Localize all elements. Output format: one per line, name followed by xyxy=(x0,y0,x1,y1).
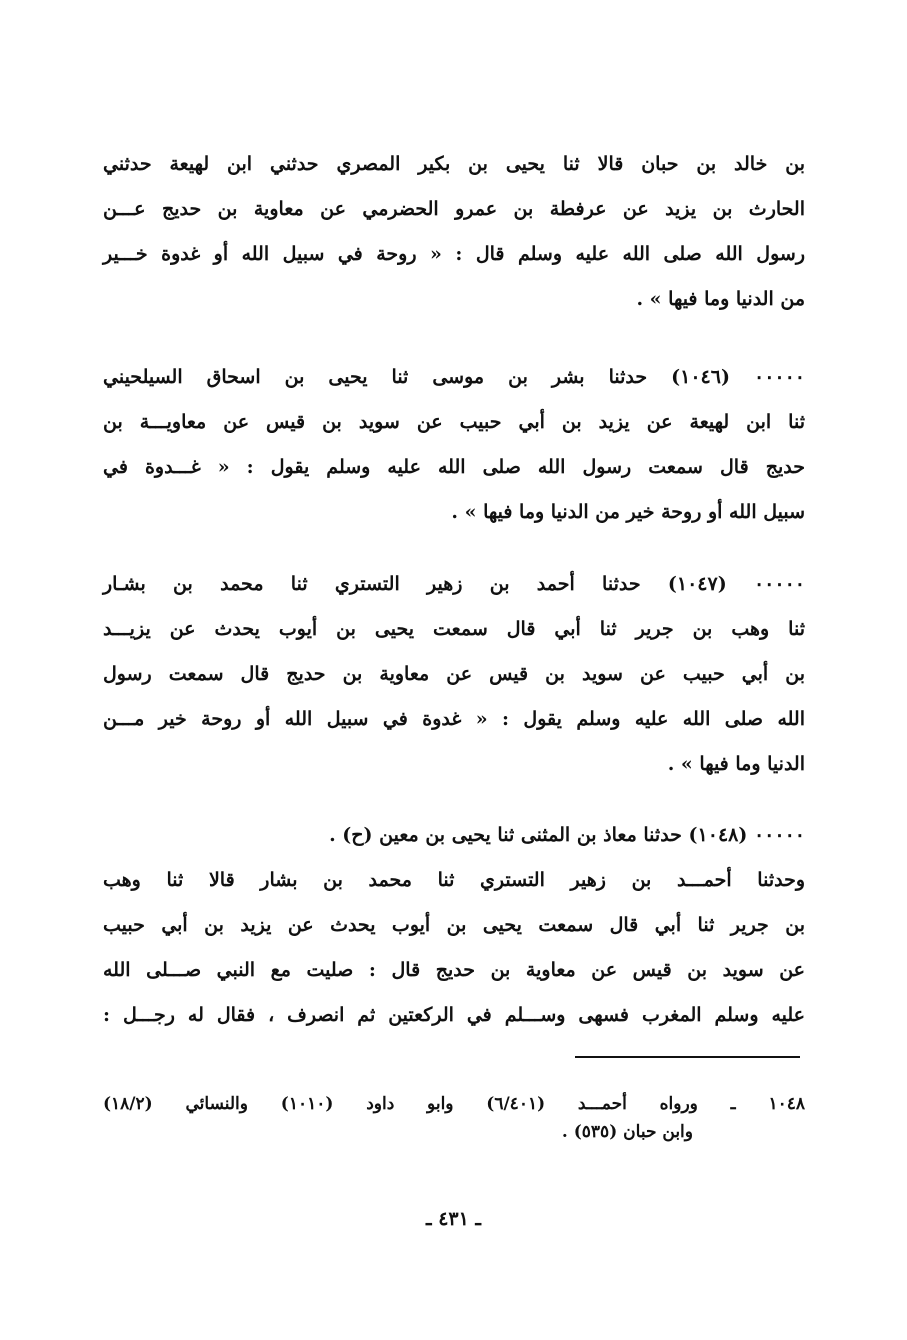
text-line: الحارث بن يزيد عن عرفطة بن عمرو الحضرمي عن معاوية بن حديج عـــن xyxy=(103,198,805,220)
hadith-paragraph-1046 xyxy=(103,355,805,535)
text-line: رسول الله صلى الله عليه وسلم قال : « روحة في سبيل الله أو غدوة خـــير xyxy=(103,243,805,265)
footnote xyxy=(103,1090,805,1146)
hadith-paragraph-1048 xyxy=(103,813,805,1038)
hadith-paragraph-1047 xyxy=(103,562,805,787)
footnote-divider xyxy=(575,1056,800,1058)
page-number: ـ ٤٣١ ـ xyxy=(426,1208,481,1230)
footnote-line: ١٠٤٨ ـ ورواه أحمـــد (٦/٤٠١) وابو داود (١٠١٠) والنسائي (١٨/٢) xyxy=(103,1094,805,1114)
hadith-paragraph-continuation xyxy=(103,142,805,322)
text-line: ٠٠٠٠٠ (١٠٤٧) حدثنا أحمد بن زهير التستري ثنا محمد بن بشـار xyxy=(103,573,805,595)
text-line: بن خالد بن حبان قالا ثنا يحيى بن بكير المصري حدثني ابن لهيعة حدثني xyxy=(103,153,805,175)
text-line: بن أبي حبيب عن سويد بن قيس عن معاوية بن حديج قال سمعت رسول xyxy=(103,663,805,685)
text-line: وحدثنا أحمـــد بن زهير التستري ثنا محمد بن بشار قالا ثنا وهب xyxy=(103,869,805,891)
text-line: ٠٠٠٠٠ (١٠٤٦) حدثنا بشر بن موسى ثنا يحيى بن اسحاق السيلحيني xyxy=(103,366,806,388)
text-line: الدنيا وما فيها » . xyxy=(667,753,805,775)
text-line: ثنا وهب بن جرير ثنا أبي قال سمعت يحيى بن أيوب يحدث عن يزيـــد xyxy=(103,618,805,640)
text-line: سبيل الله أو روحة خير من الدنيا وما فيها » . xyxy=(451,501,805,523)
footnote-line: وابن حبان (٥٣٥) . xyxy=(561,1122,693,1142)
text-line: من الدنيا وما فيها » . xyxy=(636,288,805,310)
text-line: عن سويد بن قيس عن معاوية بن حديج قال : صليت مع النبي صـــلى الله xyxy=(103,959,805,981)
text-line: عليه وسلم المغرب فسهى وســـلم في الركعتين ثم انصرف ، فقال له رجـــل : xyxy=(103,1004,805,1026)
text-line: بن جرير ثنا أبي قال سمعت يحيى بن أيوب يحدث عن يزيد بن أبي حبيب xyxy=(103,914,805,936)
text-line: ٠٠٠٠٠ (١٠٤٨) حدثنا معاذ بن المثنى ثنا يحيى بن معين (ح) . xyxy=(329,824,805,846)
text-line: حديج قال سمعت رسول الله صلى الله عليه وسلم يقول : « غـــدوة في xyxy=(103,456,805,478)
text-line: الله صلى الله عليه وسلم يقول : « غدوة في سبيل الله أو روحة خير مـــن xyxy=(103,708,805,730)
text-line: ثنا ابن لهيعة عن يزيد بن أبي حبيب عن سويد بن قيس عن معاويـــة بن xyxy=(103,411,805,433)
